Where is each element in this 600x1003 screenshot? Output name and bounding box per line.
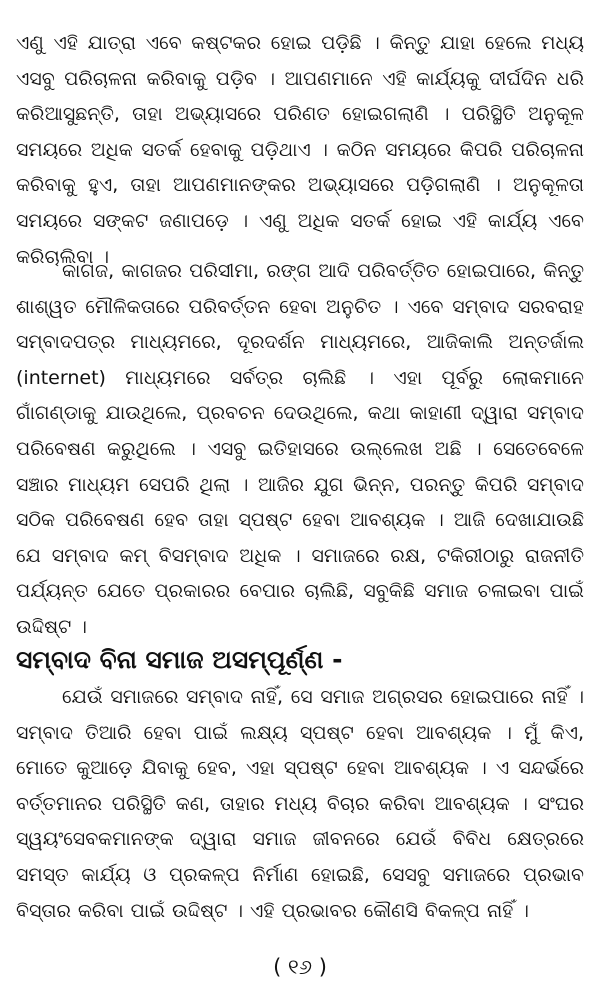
section-heading: ସମ୍ବାଦ ବିନା ସମାଜ ଅସମ୍ପୂର୍ଣ୍ଣ - <box>16 645 343 674</box>
paragraph-1: ଏଣୁ ଏହି ଯାତ୍ରା ଏବେ କଷ୍ଟକର ହୋଇ ପଡ଼ିଛି । କିନ୍ତୁ ଯାହା ହେଲେ ମଧ୍ୟ ଏସବୁ ପରିଚାଳନା କରିବାକୁ ପଡ଼ିବ । ଆପଣମାନେ ଏହି କାର୍ଯ୍ୟକୁ ଦୀର୍ଘଦିନ ଧରି କରିଆସୁଛନ୍ତି, ତାହା ଅଭ୍ୟାସରେ ପରିଣତ ହୋଇଗଲାଣି । ପରିସ୍ଥିତି ଅନୁକୂଳ ସମୟରେ ଅଧିକ ସତର୍କ ହେବାକୁ ପଡ଼ିଥାଏ । କଠିନ ସମୟରେ କିପରି ପରିଚାଳନା କରିବାକୁ ହୁଏ, ତାହା ଆପଣମାନଙ୍କର ଅଭ୍ୟାସରେ ପଡ଼ିଗଲାଣି । ଅନୁକୂଳତା ସମୟରେ ସଙ୍କଟ ଜଣାପଡ଼େ । ଏଣୁ ଅଧିକ ସତର୍କ ହୋଇ ଏହି କାର୍ଯ୍ୟ ଏବେ କରିଚାଲିବା । <box>16 32 584 268</box>
paragraph-2: କାଗଜ, କାଗଜର ପରିସୀମା, ରଙ୍ଗ ଆଦି ପରିବର୍ତ୍ତିତ ହୋଇପାରେ, କିନ୍ତୁ ଶାଶ୍ୱତ ମୌଳିକତାରେ ପରିବର୍ତ୍ତନ ହେବା ଅନୁଚିତ । ଏବେ ସମ୍ବାଦ ସରବରାହ ସମ୍ବାଦପତ୍ର ମାଧ୍ୟମରେ, ଦୂରଦର୍ଶନ ମାଧ୍ୟମରେ, ଆଜିକାଲି ଅନ୍ତର୍ଜାଲ (internet) ମାଧ୍ୟମରେ ସର୍ବତ୍ର ଚାଲିଛି । ଏହା ପୂର୍ବରୁ ଲୋକମାନେ ଗାଁଗଣ୍ଡାକୁ ଯାଉଥିଲେ, ପ୍ରବଚନ ଦେଉଥିଲେ, କଥା କାହାଣୀ ଦ୍ୱାରା ସମ୍ବାଦ ପରିବେଷଣ କରୁଥିଲେ । ଏସବୁ ଇତିହାସରେ ଉଲ୍ଲେଖ ଅଛି । ସେତେବେଳେ ସଞ୍ଚାର ମାଧ୍ୟମ ସେପରି ଥିଲା । ଆଜିର ଯୁଗ ଭିନ୍ନ, ପରନ୍ତୁ କିପରି ସମ୍ବାଦ ସଠିକ ପରିବେଷଣ ହେବ ତାହା ସ୍ପଷ୍ଟ ହେବା ଆବଶ୍ୟକ । ଆଜି ଦେଖାଯାଉଛି ଯେ ସମ୍ବାଦ କମ୍ ବିସମ୍ବାଦ ଅଧିକ । ସମାଜରେ ରକ୍ଷ, ଟକିରୀଠାରୁ ରାଜନୀତି ପର୍ଯ୍ୟନ୍ତ ଯେତେ ପ୍ରକାରର ବେପାର ଚାଲିଛି, ସବୁକିଛି ସମାଜ ଚଳାଇବା ପାଇଁ ଉଦ୍ଦିଷ୍ଟ । <box>16 260 584 638</box>
paragraph-3: ଯେଉଁ ସମାଜରେ ସମ୍ବାଦ ନାହିଁ, ସେ ସମାଜ ଅଗ୍ରସର ହୋଇପାରେ ନାହିଁ । ସମ୍ବାଦ ତିଆରି ହେବା ପାଇଁ ଲକ୍ଷ୍ୟ ସ୍ପଷ୍ଟ ହେବା ଆବଶ୍ୟକ । ମୁଁ କିଏ, ମୋତେ କୁଆଡ଼େ ଯିବାକୁ ହେବ, ଏହା ସ୍ପଷ୍ଟ ହେବା ଆବଶ୍ୟକ । ଏ ସନ୍ଦର୍ଭରେ ବର୍ତ୍ତମାନର ପରିସ୍ଥିତି କଣ, ତାହାର ମଧ୍ୟ ବିଚାର କରିବା ଆବଶ୍ୟକ । ସଂଘର ସ୍ୱୟଂସେବକମାନଙ୍କ ଦ୍ୱାରା ସମାଜ ଜୀବନରେ ଯେଉଁ ବିବିଧ କ୍ଷେତ୍ରରେ ସମସ୍ତ କାର୍ଯ୍ୟ ଓ ପ୍ରକଳ୍ପ ନିର୍ମାଣ ହୋଇଛି, ସେସବୁ ସମାଜରେ ପ୍ରଭାବ ବିସ୍ତାର କରିବା ପାଇଁ ଉଦ୍ଦିଷ୍ଟ । ଏହି ପ୍ରଭାବର କୌଣସି ବିକଳ୍ପ ନାହିଁ । <box>16 686 584 922</box>
page-number: ( ୧୬ ) <box>273 955 327 979</box>
